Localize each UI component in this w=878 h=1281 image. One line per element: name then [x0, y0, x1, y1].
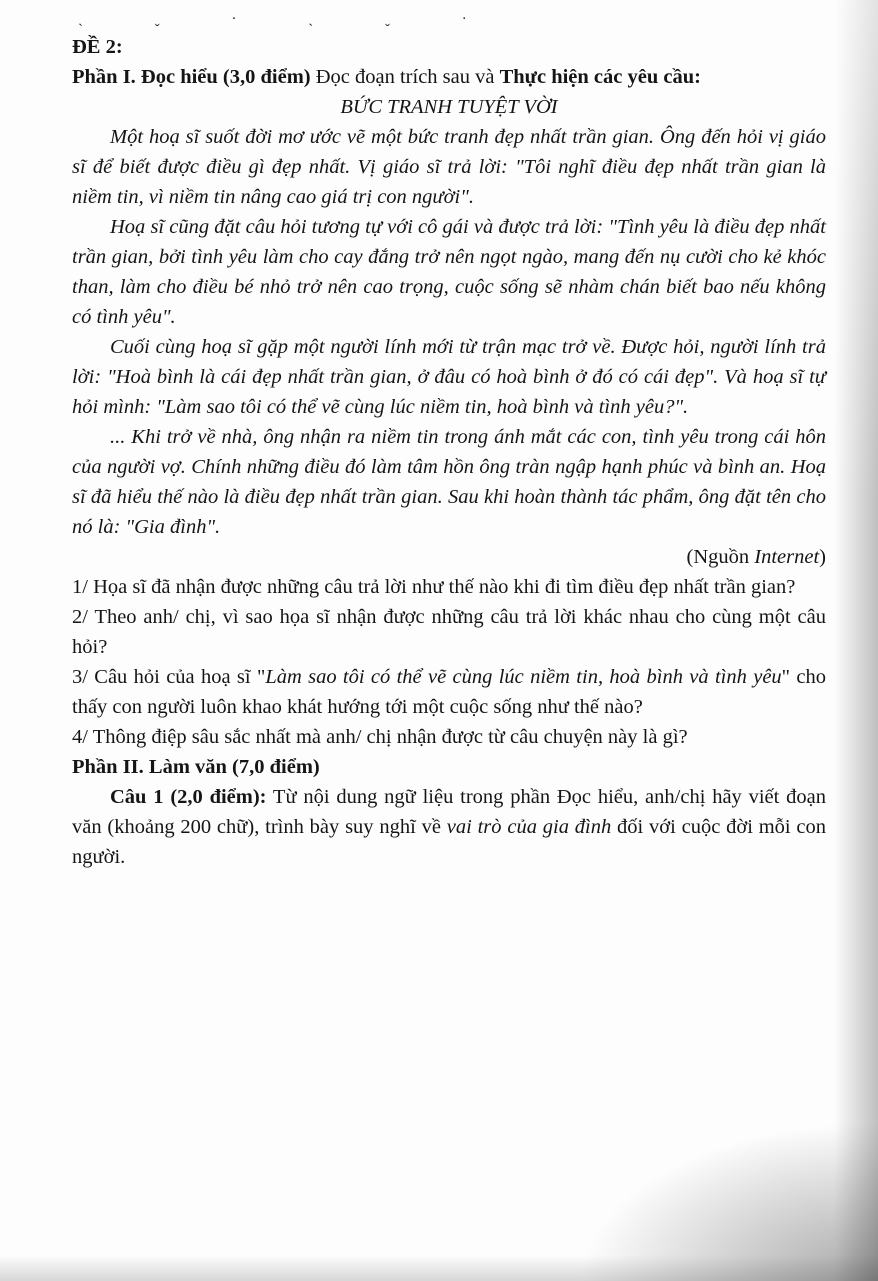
cau1-text-1: Từ nội dung ngữ liệu trong phần Đọc hiểu, anh/chị hãy viết đoạn văn (khoảng 200 chữ), trình bày suy nghĩ về — [72, 786, 826, 838]
story-paragraph-4: ... Khi trở về nhà, ông nhận ra niềm tin trong ánh mắt các con, tình yêu trong cái hôn của người vợ. Chính những điều đó làm tâm hồn ông tràn ngập hạnh phúc và bình an. Hoạ sĩ đã hiểu thế nào là điều đẹp nhất trần gian. Sau khi hoàn thành tác phẩm, ông đặt tên cho nó là: "Gia đình". — [72, 426, 826, 538]
cau1-text-2: đối với cuộc đời mỗi con người. — [72, 816, 826, 868]
cau1-topic: vai trò của gia đình — [446, 816, 612, 838]
question-3-suffix: " cho thấy con người luôn khao khát hướng tới một cuộc sống như thế nào? — [72, 666, 826, 718]
question-4: 4/ Thông điệp sâu sắc nhất mà anh/ chị nhận được từ câu chuyện này là gì? — [72, 726, 688, 748]
question-2: 2/ Theo anh/ chị, vì sao họa sĩ nhận được những câu trả lời khác nhau cho cùng một câu hỏi? — [72, 606, 826, 658]
source-suffix: ) — [819, 546, 826, 568]
story-paragraph-1: Một hoạ sĩ suốt đời mơ ước vẽ một bức tranh đẹp nhất trần gian. Ông đến hỏi vị giáo sĩ để biết được điều gì đẹp nhất. Vị giáo sĩ trả lời: "Tôi nghĩ điều đẹp nhất trần gian là niềm tin, vì niềm tin nâng cao giá trị con người". — [72, 126, 826, 208]
part1-heading — [72, 62, 826, 92]
source-prefix: (Nguồn — [686, 546, 755, 568]
question-1: 1/ Họa sĩ đã nhận được những câu trả lời như thế nào khi đi tìm điều đẹp nhất trần gian? — [72, 576, 796, 598]
part2-heading: Phần II. Làm văn (7,0 điểm) — [72, 756, 320, 778]
exam-number-heading: ĐỀ 2: — [72, 36, 123, 58]
question-3-prefix: 3/ Câu hỏi của hoạ sĩ " — [72, 666, 266, 688]
page-edge-shadow-bottom — [0, 1255, 878, 1281]
part2-cau1 — [72, 782, 826, 872]
source-name: Internet — [754, 546, 820, 568]
cau1-label: Câu 1 (2,0 điểm): — [110, 786, 267, 808]
page-corner-shadow — [578, 1121, 878, 1281]
story-title: BỨC TRANH TUYỆT VỜI — [340, 96, 558, 118]
story-paragraph-2: Hoạ sĩ cũng đặt câu hỏi tương tự với cô gái và được trả lời: "Tình yêu là điều đẹp nhất trần gian, bởi tình yêu làm cho cay đắng trở nên ngọt ngào, mang đến nụ cười cho kẻ khóc than, làm cho điều bé nhỏ trở nên cao trọng, cuộc sống sẽ nhàm chán biết bao nếu không có tình yêu". — [72, 216, 826, 328]
source-line — [72, 542, 826, 572]
story-paragraph-3: Cuối cùng hoạ sĩ gặp một người lính mới từ trận mạc trở về. Được hỏi, người lính trả lời: "Hoà bình là cái đẹp nhất trần gian, ở đâu có hoà bình ở đó có cái đẹp". Và hoạ sĩ tự hỏi mình: "Làm sao tôi có thể vẽ cùng lúc niềm tin, hoà bình và tình yêu?". — [72, 336, 826, 418]
part1-requirement: Thực hiện các yêu cầu: — [499, 66, 701, 88]
part1-instruction: Đọc đoạn trích sau và — [310, 66, 500, 88]
question-3-quote: Làm sao tôi có thể vẽ cùng lúc niềm tin, hoà bình và tình yêu — [265, 666, 782, 688]
clipped-previous-line: ˏ ˬ · ˏ ˬ · — [78, 11, 501, 27]
question-3 — [72, 662, 826, 722]
part1-label: Phần I. Đọc hiểu (3,0 điểm) — [72, 66, 311, 88]
